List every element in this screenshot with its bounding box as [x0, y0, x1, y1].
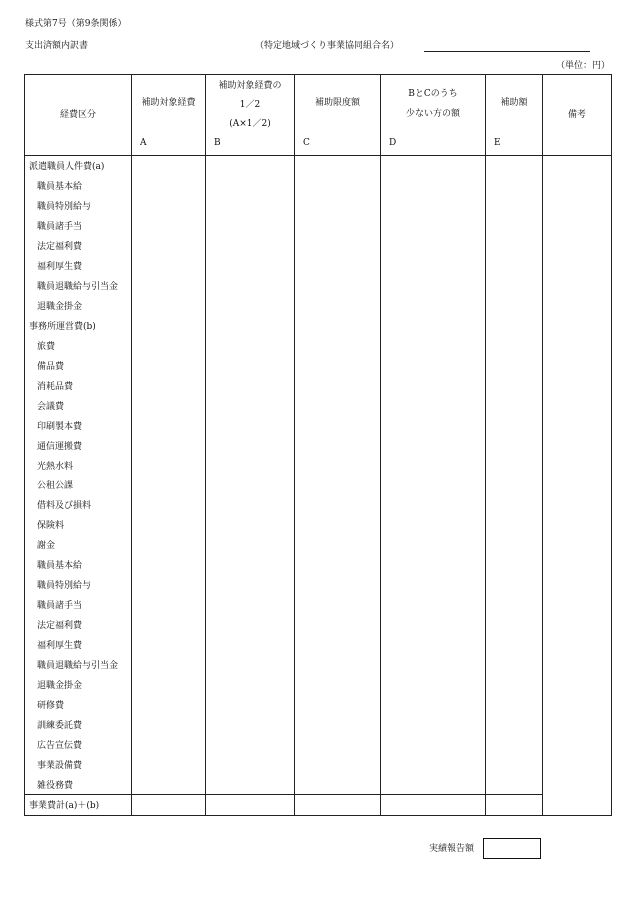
amount-cell[interactable]: [132, 714, 206, 734]
col-header-title: BとCのうち: [408, 89, 458, 99]
amount-cell[interactable]: [486, 555, 543, 575]
amount-cell[interactable]: [486, 674, 543, 694]
amount-cell[interactable]: [486, 455, 543, 475]
expense-category-cell: 訓練委託費: [25, 714, 132, 734]
amount-cell[interactable]: [486, 654, 543, 674]
amount-cell[interactable]: [295, 575, 381, 595]
table-row: [25, 654, 612, 674]
amount-cell[interactable]: [295, 296, 381, 316]
amount-cell[interactable]: [132, 635, 206, 655]
unit-label: （単位：円）: [556, 61, 611, 71]
col-letter: B: [214, 138, 221, 148]
amount-cell[interactable]: [132, 495, 206, 515]
amount-cell[interactable]: [486, 355, 543, 375]
amount-cell[interactable]: [206, 754, 295, 774]
amount-cell[interactable]: [206, 475, 295, 495]
expense-category-cell: 保険料: [25, 515, 132, 535]
expense-category-cell: 研修費: [25, 694, 132, 714]
table-row: [25, 714, 612, 734]
amount-cell[interactable]: [206, 555, 295, 575]
col-header-title: 補助対象経費: [141, 98, 196, 108]
col-header-remarks: [543, 75, 612, 156]
amount-cell[interactable]: [295, 316, 381, 336]
amount-cell[interactable]: [295, 475, 381, 495]
amount-cell[interactable]: [206, 415, 295, 435]
col-header-title: 1／2: [239, 100, 261, 110]
col-header-title: (A×1／2): [229, 119, 271, 129]
amount-cell[interactable]: [295, 635, 381, 655]
total-amount-cell[interactable]: [295, 795, 381, 816]
amount-cell[interactable]: [132, 296, 206, 316]
expense-category-cell: 法定福利費: [25, 615, 132, 635]
table-header-row: [25, 75, 612, 156]
amount-cell[interactable]: [206, 395, 295, 415]
amount-cell[interactable]: [381, 555, 486, 575]
amount-cell[interactable]: [295, 236, 381, 256]
table-row: [25, 256, 612, 276]
expense-category-cell: 雑役務費: [25, 774, 132, 794]
amount-cell[interactable]: [132, 615, 206, 635]
amount-cell[interactable]: [206, 236, 295, 256]
amount-cell[interactable]: [486, 595, 543, 615]
amount-cell[interactable]: [486, 714, 543, 734]
amount-cell[interactable]: [486, 774, 543, 794]
amount-cell[interactable]: [486, 575, 543, 595]
table-row: [25, 595, 612, 615]
amount-cell[interactable]: [381, 674, 486, 694]
table-row: [25, 395, 612, 415]
amount-cell[interactable]: [381, 415, 486, 435]
amount-cell[interactable]: [381, 714, 486, 734]
amount-cell[interactable]: [486, 236, 543, 256]
amount-cell[interactable]: [295, 535, 381, 555]
amount-cell[interactable]: [206, 435, 295, 455]
amount-cell[interactable]: [486, 475, 543, 495]
table-row: [25, 176, 612, 196]
table-row: [25, 435, 612, 455]
expense-category-cell: 謝金: [25, 535, 132, 555]
expense-category-cell: 福利厚生費: [25, 256, 132, 276]
amount-cell[interactable]: [206, 196, 295, 216]
amount-cell[interactable]: [132, 754, 206, 774]
amount-cell[interactable]: [132, 694, 206, 714]
report-amount-label: 実績報告額: [429, 844, 475, 854]
document-title: 支出済額内訳書: [25, 41, 89, 51]
amount-cell[interactable]: [486, 535, 543, 555]
amount-cell[interactable]: [381, 355, 486, 375]
amount-cell[interactable]: [295, 196, 381, 216]
amount-cell[interactable]: [295, 495, 381, 515]
amount-cell[interactable]: [132, 375, 206, 395]
expense-category-cell: 借料及び損料: [25, 495, 132, 515]
expense-category-cell: 印刷製本費: [25, 415, 132, 435]
amount-cell[interactable]: [381, 495, 486, 515]
amount-cell[interactable]: [295, 176, 381, 196]
amount-cell[interactable]: [206, 276, 295, 296]
amount-cell[interactable]: [295, 615, 381, 635]
amount-cell[interactable]: [381, 535, 486, 555]
table-row: [25, 615, 612, 635]
expense-category-cell: 旅費: [25, 335, 132, 355]
col-header-subsidy-amount: [486, 75, 543, 156]
amount-cell[interactable]: [295, 694, 381, 714]
col-letter: D: [389, 138, 397, 148]
amount-cell[interactable]: [486, 754, 543, 774]
expense-category-cell: 職員退職給与引当金: [25, 654, 132, 674]
col-header-eligible-expense: [132, 75, 206, 156]
amount-cell[interactable]: [206, 316, 295, 336]
amount-cell[interactable]: [486, 156, 543, 176]
col-header-half-eligible: [206, 75, 295, 156]
table-row: [25, 495, 612, 515]
table-row: [25, 276, 612, 296]
expense-category-cell: 備品費: [25, 355, 132, 375]
expense-category-cell: 退職金掛金: [25, 674, 132, 694]
amount-cell[interactable]: [132, 515, 206, 535]
expense-category-cell: 職員基本給: [25, 176, 132, 196]
amount-cell[interactable]: [132, 196, 206, 216]
table-row: [25, 555, 612, 575]
amount-cell[interactable]: [486, 734, 543, 754]
table-row: [25, 375, 612, 395]
table-row: [25, 674, 612, 694]
amount-cell[interactable]: [381, 654, 486, 674]
amount-cell[interactable]: [132, 395, 206, 415]
table-row: [25, 156, 612, 176]
table-row: [25, 694, 612, 714]
total-amount-cell[interactable]: [132, 795, 206, 816]
expense-category-cell: 光熱水料: [25, 455, 132, 475]
amount-cell[interactable]: [206, 615, 295, 635]
amount-cell[interactable]: [132, 674, 206, 694]
table-row: [25, 515, 612, 535]
col-header-title: 経費区分: [59, 110, 96, 120]
amount-cell[interactable]: [295, 754, 381, 774]
association-name-label: （特定地域づくり事業協同組合名）: [255, 41, 400, 51]
amount-cell[interactable]: [486, 495, 543, 515]
amount-cell[interactable]: [132, 355, 206, 375]
amount-cell[interactable]: [295, 335, 381, 355]
table-row: [25, 455, 612, 475]
amount-cell[interactable]: [486, 216, 543, 236]
amount-cell[interactable]: [206, 515, 295, 535]
amount-cell[interactable]: [132, 435, 206, 455]
amount-cell[interactable]: [295, 375, 381, 395]
table-row: [25, 475, 612, 495]
amount-cell[interactable]: [132, 595, 206, 615]
expense-category-cell: 福利厚生費: [25, 635, 132, 655]
expense-category-cell: 職員退職給与引当金: [25, 276, 132, 296]
amount-cell[interactable]: [295, 555, 381, 575]
amount-cell[interactable]: [295, 774, 381, 794]
amount-cell[interactable]: [206, 355, 295, 375]
amount-cell[interactable]: [486, 395, 543, 415]
expense-category-cell: 職員諸手当: [25, 595, 132, 615]
amount-cell[interactable]: [295, 256, 381, 276]
amount-cell[interactable]: [295, 395, 381, 415]
amount-cell[interactable]: [381, 316, 486, 336]
form-number: 様式第7号（第9条関係）: [25, 19, 127, 29]
amount-cell[interactable]: [132, 475, 206, 495]
expense-breakdown-table: [24, 74, 612, 816]
table-row: [25, 535, 612, 555]
amount-cell[interactable]: [486, 635, 543, 655]
expense-category-cell: 職員基本給: [25, 555, 132, 575]
amount-cell[interactable]: [132, 455, 206, 475]
amount-cell[interactable]: [206, 455, 295, 475]
expense-category-cell: 法定福利費: [25, 236, 132, 256]
amount-cell[interactable]: [381, 475, 486, 495]
expense-category-cell: 退職金掛金: [25, 296, 132, 316]
amount-cell[interactable]: [132, 156, 206, 176]
amount-cell[interactable]: [381, 296, 486, 316]
expense-category-cell: 事業設備費: [25, 754, 132, 774]
expense-category-cell: 事務所運営費(b): [25, 316, 132, 336]
table-row: [25, 296, 612, 316]
amount-cell[interactable]: [295, 216, 381, 236]
amount-cell[interactable]: [206, 774, 295, 794]
amount-cell[interactable]: [381, 335, 486, 355]
amount-cell[interactable]: [132, 415, 206, 435]
amount-cell[interactable]: [295, 714, 381, 734]
amount-cell[interactable]: [295, 415, 381, 435]
amount-cell[interactable]: [381, 694, 486, 714]
amount-cell[interactable]: [206, 176, 295, 196]
amount-cell[interactable]: [206, 575, 295, 595]
amount-cell[interactable]: [486, 435, 543, 455]
amount-cell[interactable]: [486, 694, 543, 714]
amount-cell[interactable]: [486, 615, 543, 635]
amount-cell[interactable]: [381, 156, 486, 176]
table-row: [25, 774, 612, 794]
total-amount-cell[interactable]: [486, 795, 543, 816]
amount-cell[interactable]: [132, 774, 206, 794]
table-row: [25, 216, 612, 236]
amount-cell[interactable]: [381, 515, 486, 535]
amount-cell[interactable]: [381, 754, 486, 774]
total-row: [25, 795, 612, 816]
col-header-title: 少ない方の額: [405, 109, 460, 119]
amount-cell[interactable]: [381, 734, 486, 754]
amount-cell[interactable]: [486, 316, 543, 336]
amount-cell[interactable]: [381, 236, 486, 256]
amount-cell[interactable]: [381, 375, 486, 395]
amount-cell[interactable]: [132, 654, 206, 674]
amount-cell[interactable]: [381, 256, 486, 276]
expense-category-cell: 職員特別給与: [25, 196, 132, 216]
col-header-title: 補助額: [500, 98, 528, 108]
amount-cell[interactable]: [381, 395, 486, 415]
amount-cell[interactable]: [295, 595, 381, 615]
amount-cell[interactable]: [206, 495, 295, 515]
amount-cell[interactable]: [486, 415, 543, 435]
amount-cell[interactable]: [295, 654, 381, 674]
col-header-lesser-of-b-c: [381, 75, 486, 156]
expense-category-cell: 通信運搬費: [25, 435, 132, 455]
amount-cell[interactable]: [206, 156, 295, 176]
table-row: [25, 316, 612, 336]
table-row: [25, 754, 612, 774]
amount-cell[interactable]: [132, 256, 206, 276]
amount-cell[interactable]: [295, 355, 381, 375]
col-header-title: 補助限度額: [314, 98, 360, 108]
amount-cell[interactable]: [295, 515, 381, 535]
amount-cell[interactable]: [295, 156, 381, 176]
amount-cell[interactable]: [206, 375, 295, 395]
amount-cell[interactable]: [132, 575, 206, 595]
amount-cell[interactable]: [486, 196, 543, 216]
amount-cell[interactable]: [486, 515, 543, 535]
amount-cell[interactable]: [132, 535, 206, 555]
amount-cell[interactable]: [132, 176, 206, 196]
col-header-title: 補助対象経費の: [218, 81, 282, 91]
expense-category-cell: 公租公課: [25, 475, 132, 495]
amount-cell[interactable]: [206, 654, 295, 674]
amount-cell[interactable]: [295, 276, 381, 296]
table-row: [25, 734, 612, 754]
amount-cell[interactable]: [206, 714, 295, 734]
amount-cell[interactable]: [206, 535, 295, 555]
amount-cell[interactable]: [486, 375, 543, 395]
expense-category-cell: 職員特別給与: [25, 575, 132, 595]
amount-cell[interactable]: [132, 335, 206, 355]
amount-cell[interactable]: [381, 435, 486, 455]
amount-cell[interactable]: [206, 256, 295, 276]
col-letter: E: [494, 138, 501, 148]
amount-cell[interactable]: [381, 176, 486, 196]
association-name-input-line[interactable]: [424, 51, 590, 52]
total-amount-cell[interactable]: [206, 795, 295, 816]
amount-cell[interactable]: [295, 734, 381, 754]
amount-cell[interactable]: [381, 196, 486, 216]
table-row: [25, 236, 612, 256]
amount-cell[interactable]: [206, 694, 295, 714]
amount-cell[interactable]: [132, 734, 206, 754]
total-label-cell: 事業費計(a)＋(b): [25, 795, 132, 816]
amount-cell[interactable]: [486, 335, 543, 355]
amount-cell[interactable]: [132, 276, 206, 296]
expense-category-cell: 派遣職員人件費(a): [25, 156, 132, 176]
amount-cell[interactable]: [206, 595, 295, 615]
col-header-subsidy-limit: [295, 75, 381, 156]
expense-category-cell: 職員諸手当: [25, 216, 132, 236]
amount-cell[interactable]: [206, 635, 295, 655]
expense-category-cell: 広告宣伝費: [25, 734, 132, 754]
amount-cell[interactable]: [206, 296, 295, 316]
remarks-cell[interactable]: [543, 156, 612, 816]
amount-cell[interactable]: [486, 176, 543, 196]
col-letter: A: [140, 138, 147, 148]
total-amount-cell[interactable]: [381, 795, 486, 816]
amount-cell[interactable]: [486, 296, 543, 316]
table-row: [25, 355, 612, 375]
amount-cell[interactable]: [132, 216, 206, 236]
amount-cell[interactable]: [132, 316, 206, 336]
amount-cell[interactable]: [132, 236, 206, 256]
amount-cell[interactable]: [381, 595, 486, 615]
table-row: [25, 335, 612, 355]
amount-cell[interactable]: [381, 774, 486, 794]
amount-cell[interactable]: [295, 674, 381, 694]
col-header-expense-category: [25, 75, 132, 156]
report-amount-box[interactable]: [483, 838, 541, 859]
col-letter: C: [303, 138, 310, 148]
table-row: [25, 635, 612, 655]
table-row: [25, 575, 612, 595]
amount-cell[interactable]: [381, 635, 486, 655]
amount-cell[interactable]: [206, 216, 295, 236]
amount-cell[interactable]: [295, 455, 381, 475]
table-row: [25, 415, 612, 435]
amount-cell[interactable]: [486, 276, 543, 296]
amount-cell[interactable]: [381, 216, 486, 236]
amount-cell[interactable]: [206, 674, 295, 694]
table-row: [25, 196, 612, 216]
amount-cell[interactable]: [381, 455, 486, 475]
expense-category-cell: 消耗品費: [25, 375, 132, 395]
col-header-title: 備考: [567, 110, 586, 120]
amount-cell[interactable]: [486, 256, 543, 276]
amount-cell[interactable]: [381, 276, 486, 296]
expense-category-cell: 会議費: [25, 395, 132, 415]
amount-cell[interactable]: [295, 435, 381, 455]
amount-cell[interactable]: [132, 555, 206, 575]
amount-cell[interactable]: [381, 615, 486, 635]
amount-cell[interactable]: [381, 575, 486, 595]
amount-cell[interactable]: [206, 335, 295, 355]
amount-cell[interactable]: [206, 734, 295, 754]
